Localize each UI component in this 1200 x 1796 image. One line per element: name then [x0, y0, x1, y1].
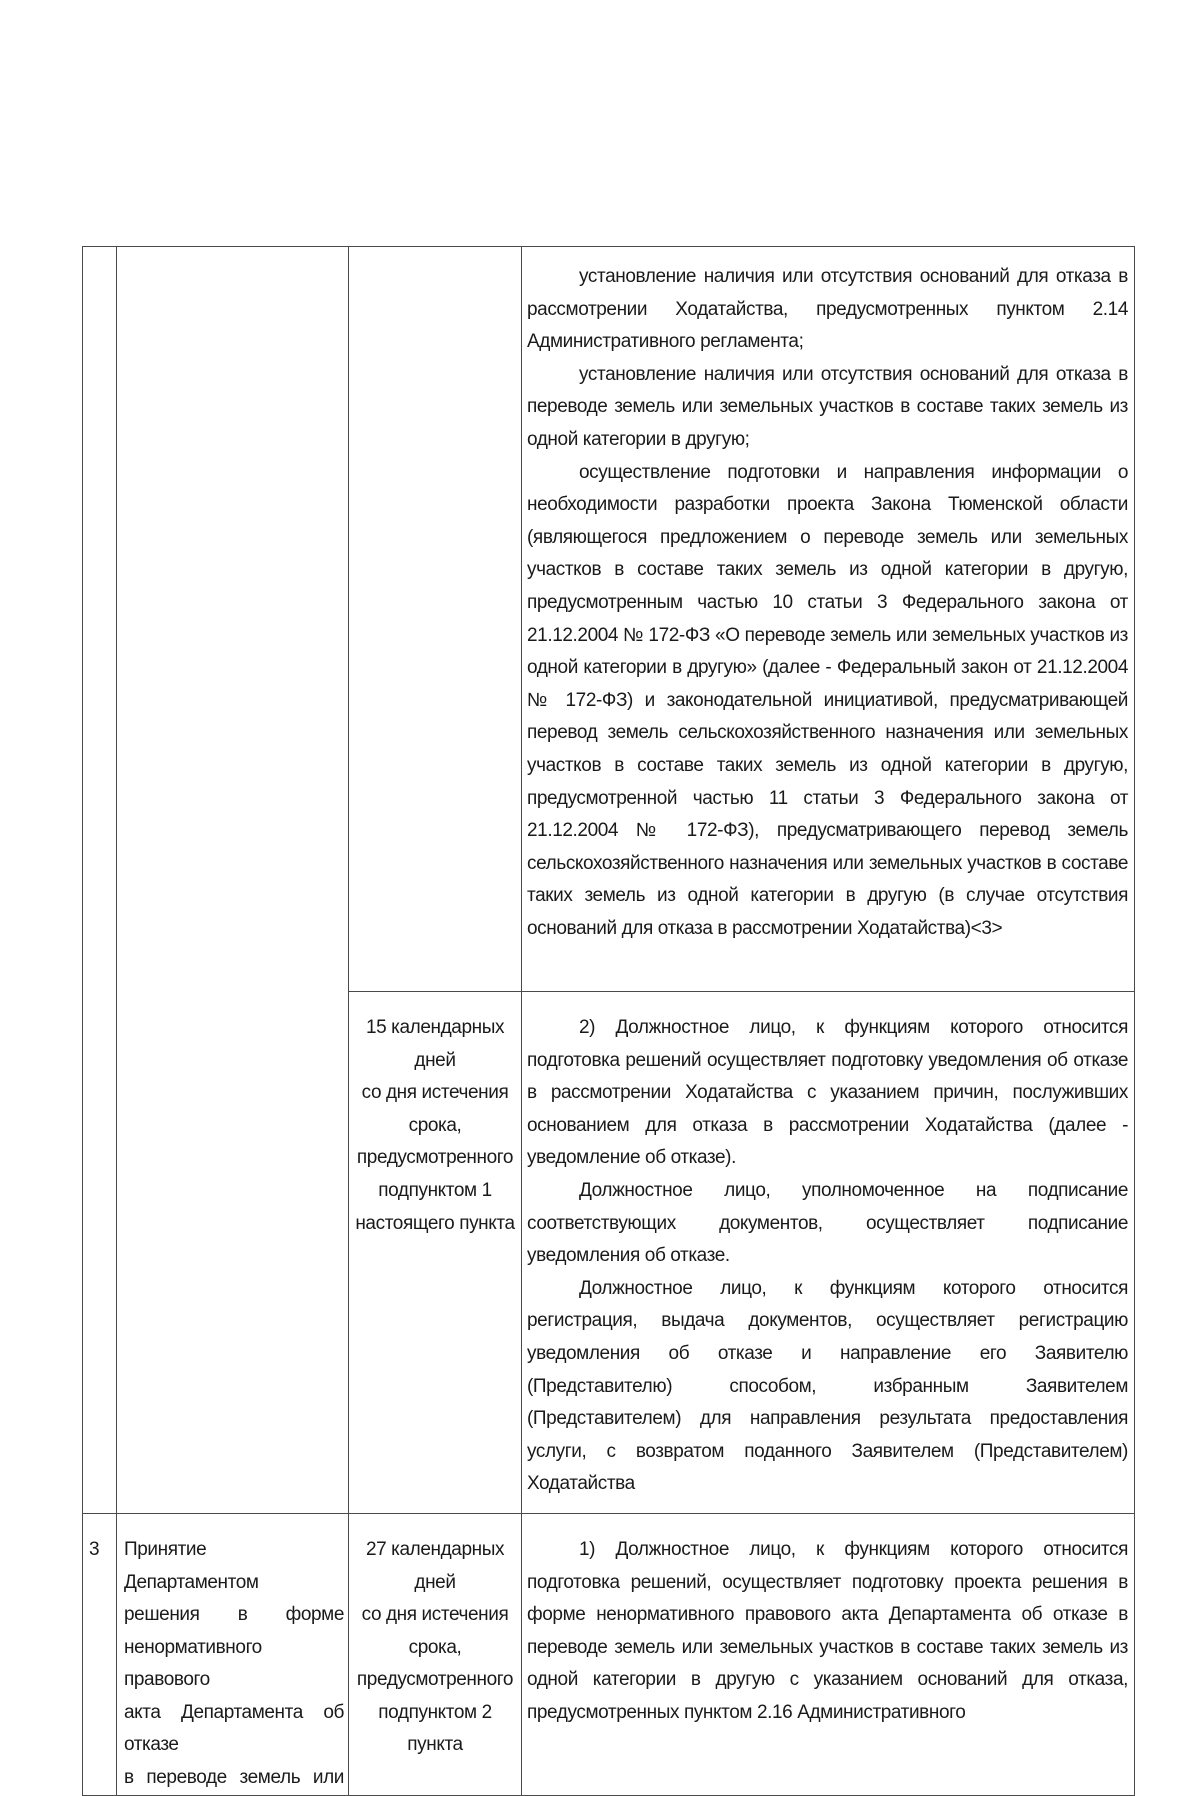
term-cell [349, 247, 522, 992]
stage-cell [117, 247, 349, 1514]
term-line: подпунктом 1 [378, 1179, 492, 1201]
stage-line: в переводе земель или [124, 1767, 344, 1789]
term-line: предусмотренного [356, 1147, 514, 1169]
term-line: со дня истечения [361, 1082, 509, 1104]
term-line: предусмотренного [356, 1669, 514, 1691]
term-line: подпунктом 2 пункта [378, 1701, 492, 1756]
paragraph: Должностное лицо, уполномоченное на подписание соответствующих документов, осуществляет подписание уведомления об отказе. [527, 1179, 1128, 1267]
stage-line: решения в форме [124, 1604, 344, 1626]
term-cell [349, 1513, 522, 1795]
table-row [83, 247, 1135, 992]
term-line: срока, [408, 1114, 462, 1136]
paragraph: установление наличия или отсутствия оснований для отказа в переводе земель или земельных участков в составе таких земель из одной категории в другую; [527, 363, 1128, 450]
paragraph: установление наличия или отсутствия оснований для отказа в рассмотрении Ходатайства, предусмотренных пунктом 2.14 Административного регламента; [527, 266, 1128, 353]
table-row [83, 1513, 1135, 1795]
term-cell [349, 992, 522, 1514]
paragraph: Должностное лицо, к функциям которого относится регистрация, выдача документов, осуществляет регистрацию уведомления об отказе и направление его Заявителю (Представителю) способом, избранным Заявителем (Представителем) для направления результата предоставления услуги, с возвратом поданного Заявителем (Представителем) Ходатайства [527, 1277, 1128, 1495]
stage-line: Принятие Департаментом [124, 1538, 259, 1593]
stage-line: акта Департамента об отказе [124, 1701, 344, 1756]
paragraph: 1) Должностное лицо, к функциям которого относится подготовка решений, осуществляет подготовку проекта решения в форме ненормативного правового акта Департамента об отказе в переводе земель или земельных участков в составе таких земель из одной категории в другую с указанием оснований для отказа, предусмотренных пунктом 2.16 Административного [527, 1538, 1128, 1723]
content-cell [522, 992, 1135, 1514]
paragraph: осуществление подготовки и направления информации о необходимости разработки проекта Закона Тюменской области (являющегося предложением о переводе земель или земельных участков в составе таких земель из одной категории в другую, предусмотренным частью 10 статьи 3 Федерального закона от 21.12.2004 № 172-ФЗ «О переводе земель или земельных участков из одной категории в другую» (далее - Федеральный закон от 21.12.2004 № 172-ФЗ) и законодательной инициативой, предусматривающей перевод земель сельскохозяйственного назначения или земельных участков в составе таких земель из одной категории в другую, предусмотренной частью 11 статьи 3 Федерального закона от 21.12.2004 № 172-ФЗ), предусматривающего перевод земель сельскохозяйственного назначения или земельных участков в составе таких земель из одной категории в другую (в случае отсутствия оснований для отказа в рассмотрении Ходатайства)<3> [527, 461, 1128, 939]
procedure-table [82, 246, 1135, 1796]
number-cell [83, 247, 117, 1514]
stage-cell [117, 1513, 349, 1795]
term-line: срока, [408, 1636, 462, 1658]
content-cell [522, 247, 1135, 992]
stage-line: ненормативного правового [124, 1636, 262, 1691]
number-cell: 3 [83, 1513, 117, 1795]
term-line: со дня истечения [361, 1604, 509, 1626]
term-line: 27 календарных дней [365, 1538, 505, 1593]
content-cell [522, 1513, 1135, 1795]
term-line: настоящего пункта [355, 1212, 515, 1234]
term-line: 15 календарных дней [365, 1017, 505, 1071]
paragraph: 2) Должностное лицо, к функциям которого относится подготовка решений осуществляет подготовку уведомления об отказе в рассмотрении Ходатайства с указанием причин, послуживших основанием для отказа в рассмотрении Ходатайства (далее - уведомление об отказе). [527, 1017, 1128, 1169]
